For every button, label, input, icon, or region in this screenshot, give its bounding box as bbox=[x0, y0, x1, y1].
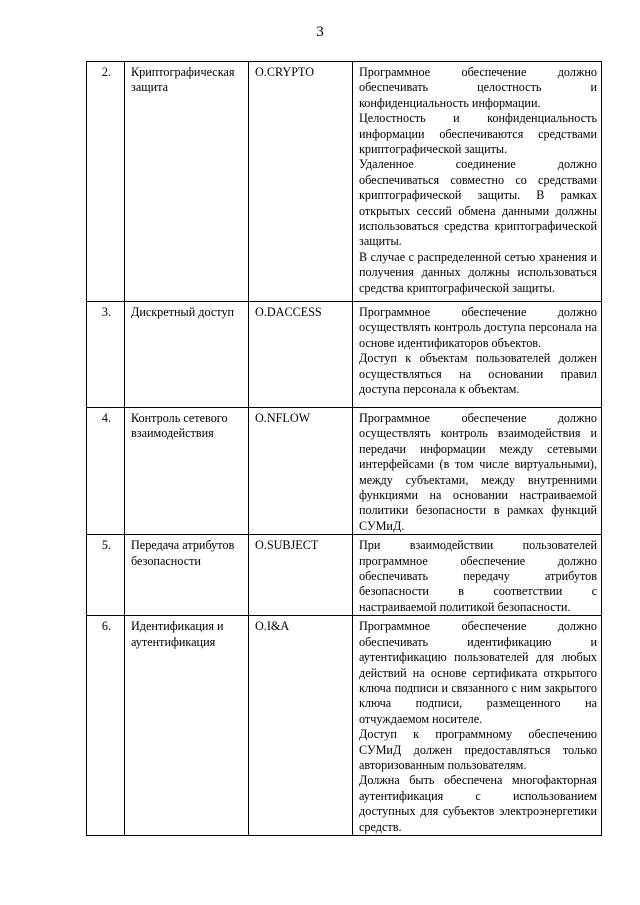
requirement-name: Дискретный доступ bbox=[125, 302, 249, 408]
requirements-table bbox=[86, 61, 602, 836]
requirement-code: O.CRYPTO bbox=[249, 62, 353, 302]
description-paragraph: Удаленное соединение должно обеспечиваться совместно со средствами криптографической защиты. В рамках открытых сессий обмена данными должны использоваться средства криптографической защиты. bbox=[359, 157, 597, 249]
requirement-description bbox=[353, 62, 602, 302]
row-number: 4. bbox=[87, 408, 125, 535]
requirement-name: Идентификация и аутентификация bbox=[125, 616, 249, 836]
requirement-name: Контроль сетевого взаимодействия bbox=[125, 408, 249, 535]
description-paragraph: Целостность и конфиденциальность информации обеспечиваются средствами криптографической защиты. bbox=[359, 111, 597, 157]
table-row bbox=[87, 302, 602, 408]
requirement-description bbox=[353, 616, 602, 836]
page-number: 3 bbox=[316, 24, 324, 40]
description-paragraph: В случае с распределенной сетью хранения и получения данных должны использоваться средства криптографической защиты. bbox=[359, 249, 597, 295]
requirement-description bbox=[353, 535, 602, 616]
requirement-name: Криптографическая защита bbox=[125, 62, 249, 302]
requirement-description bbox=[353, 408, 602, 535]
requirement-code: O.DACCESS bbox=[249, 302, 353, 408]
requirement-name: Передача атрибутов безопасности bbox=[125, 535, 249, 616]
description-paragraph: Программное обеспечение должно осуществлять контроль доступа персонала на основе идентификаторов объектов. bbox=[359, 305, 597, 350]
description-paragraph: Должна быть обеспечена многофакторная аутентификация с использованием доступных для субъектов электроэнергетики средств. bbox=[359, 773, 597, 834]
row-number: 3. bbox=[87, 302, 125, 408]
row-number: 5. bbox=[87, 535, 125, 616]
table-row bbox=[87, 62, 602, 302]
row-number: 2. bbox=[87, 62, 125, 302]
description-paragraph: При взаимодействии пользователей программное обеспечение должно обеспечивать передачу атрибутов безопасности в соответствии с настраиваемой политикой безопасности. bbox=[359, 538, 597, 614]
description-paragraph: Программное обеспечение должно обеспечивать идентификацию и аутентификацию пользователей для любых действий на основе сертификата открытого ключа подписи и связанного с ним закрытого ключа подписи, размещенного на отчуждаемом носителе. bbox=[359, 619, 597, 726]
table-row bbox=[87, 535, 602, 616]
table-row bbox=[87, 408, 602, 535]
table-row bbox=[87, 616, 602, 836]
description-paragraph: Программное обеспечение должно осуществлять контроль взаимодействия и передачи информации между сетевыми интерфейсами (в том числе виртуальными), между субъектами, между внутренними функциями на основании настраиваемой политики безопасности в рамках функций СУМиД. bbox=[359, 411, 597, 533]
requirement-code: O.NFLOW bbox=[249, 408, 353, 535]
description-paragraph: Программное обеспечение должно обеспечивать целостность и конфиденциальность информации. bbox=[359, 65, 597, 110]
description-paragraph: Доступ к объектам пользователей должен осуществляться на основании правил доступа персонала к объектам. bbox=[359, 351, 597, 397]
requirement-code: O.I&A bbox=[249, 616, 353, 836]
row-number: 6. bbox=[87, 616, 125, 836]
description-paragraph: Доступ к программному обеспечению СУМиД должен предоставляться только авторизованным пользователям. bbox=[359, 727, 597, 772]
requirement-code: O.SUBJECT bbox=[249, 535, 353, 616]
requirement-description bbox=[353, 302, 602, 408]
